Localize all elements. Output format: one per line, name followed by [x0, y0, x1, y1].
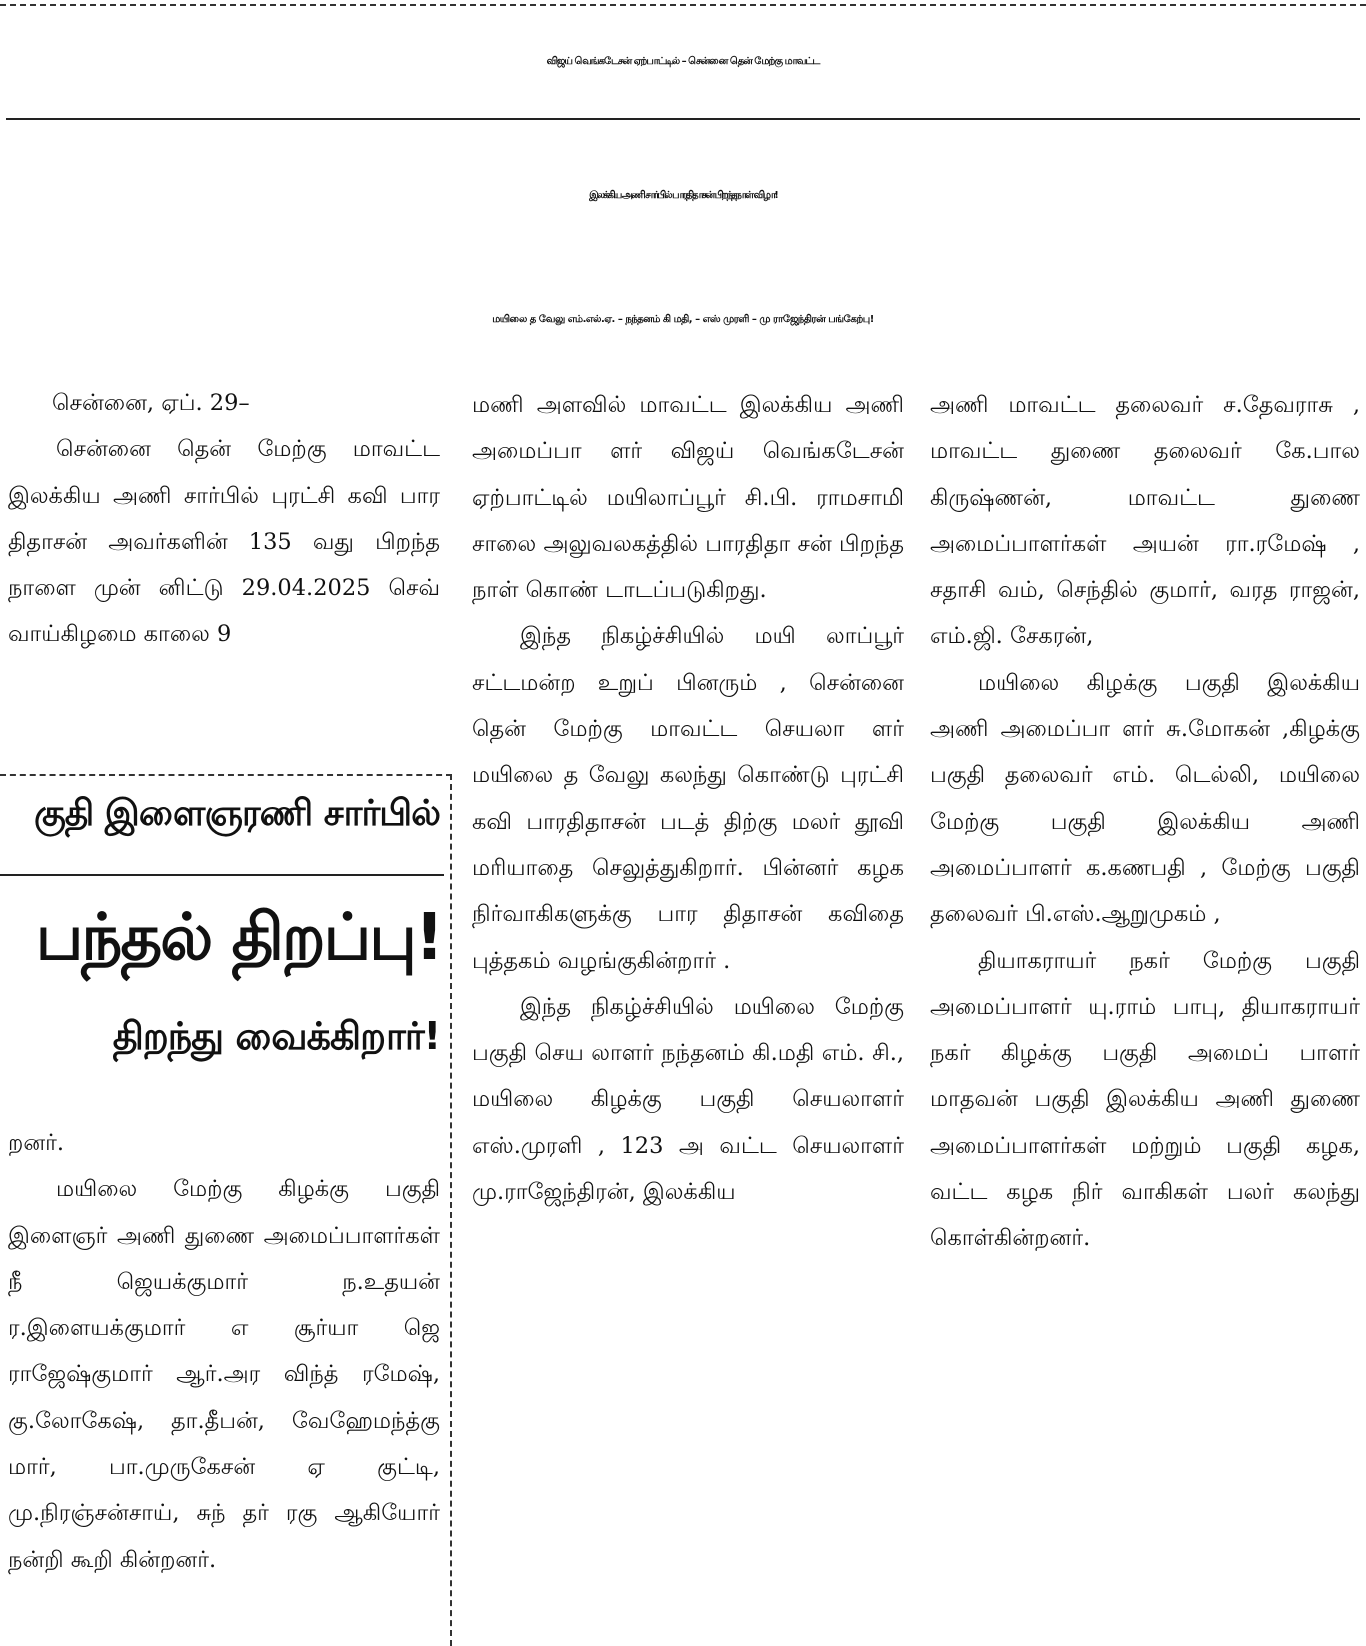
article-paragraph: இந்த நிகழ்ச்சியில் மயி லாப்பூர் சட்டமன்ற உறுப் பினரும் , சென்னை தென் மேற்கு மாவட்ட செயலா ளர் மயிலை த வேலு கலந்து கொண்டு புரட்சி கவி பாரதிதாசன் படத் திற்கு மலர் தூவி மரியாதை செலுத்துகிறார். பின்னர் கழக நிர்வாகிகளுக்கு பார திதாசன் கவிதை புத்தகம் வழங்குகின்றார் . [472, 623, 904, 974]
adjacent-article-headline: பந்தல் திறப்பு! [35, 901, 442, 975]
article-column-1 [8, 380, 440, 760]
article-paragraph: இந்த நிகழ்ச்சியில் மயிலை மேற்கு பகுதி செய லாளர் நந்தனம் கி.மதி எம். சி., மயிலை கிழக்கு பகுதி செயலாளர் எஸ்.முரளி , 123 அ வட்ட செயலாளர் மு.ராஜேந்திரன், இலக்கிய [472, 993, 904, 1206]
adjacent-article-column [8, 1120, 440, 1640]
article-kicker: விஜய் வெங்கடேசன் ஏற்பாட்டில் – சென்னை தென் மேற்கு மாவட்ட [546, 56, 820, 67]
article-headline: இலக்கிய அணி சார்பில் பாரதிதாசன் பிறந்தநாள் விழா! [589, 190, 777, 201]
adjacent-article-rule [0, 874, 444, 876]
article-paragraph: அணி மாவட்ட தலைவர் ச.தேவராசு , மாவட்ட துணை தலைவர் கே.பால கிருஷ்ணன், மாவட்ட துணை அமைப்பாளர்கள் அயன் ரா.ரமேஷ் , சதாசி வம், செந்தில் குமார், வரத ராஜன், எம்.ஜி. சேகரன், [930, 392, 1360, 650]
article-column-3 [930, 382, 1360, 1642]
article-paragraph: மணி அளவில் மாவட்ட இலக்கிய அணி அமைப்பா ளர் விஜய் வெங்கடேசன் ஏற்பாட்டில் மயிலாப்பூர் சி.பி. ராமசாமி சாலை அலுவலகத்தில் பாரதிதா சன் பிறந்த நாள் கொண் டாடப்படுகிறது. [472, 392, 904, 604]
adjacent-article-top-border [0, 774, 452, 776]
adjacent-article-header [0, 778, 444, 1118]
article-paragraph: மயிலை கிழக்கு பகுதி இலக்கிய அணி அமைப்பா ளர் சு.மோகன் ,கிழக்கு பகுதி தலைவர் எம். டெல்லி, மயிலை மேற்கு பகுதி இலக்கிய அணி அமைப்பாளர் க.கணபதி , மேற்கு பகுதி தலைவர் பி.எஸ்.ஆறுமுகம் , [930, 669, 1360, 928]
article-subhead: மயிலை த வேலு எம்.எல்.ஏ. – நந்தனம் கி மதி, – எஸ் முரளி – மு ராஜேந்திரன் பங்கேற்பு! [492, 314, 874, 325]
adjacent-article-subhead: திறந்து வைக்கிறார்! [112, 1014, 440, 1058]
adjacent-article-paragraph: மயிலை மேற்கு கிழக்கு பகுதி இளைஞர் அணி துணை அமைப்பாளர்கள் நீ ஜெயக்குமார் ந.உதயன் ர.இளையக்குமார் எ சூர்யா ஜெ ராஜேஷ்குமார் ஆர்.அர விந்த் ரமேஷ், கு.லோகேஷ், தா.தீபன், வேஹேமந்த்கு மார், பா.முருகேசன் ஏ குட்டி, மு.நிரஞ்சன்சாய், சுந் தர் ரகு ஆகியோர் நன்றி கூறி கின்றனர். [8, 1176, 440, 1573]
adjacent-article-kicker: குதி இளைஞரணி சார்பில் [34, 793, 440, 834]
article-column-2 [472, 382, 904, 1642]
article-paragraph: தியாகராயர் நகர் மேற்கு பகுதி அமைப்பாளர் யு.ராம் பாபு, தியாகராயர் நகர் கிழக்கு பகுதி அமைப் பாளர் மாதவன் பகுதி இலக்கிய அணி துணை அமைப்பாளர்கள் மற்றும் பகுதி கழக, வட்ட கழக நிர் வாகிகள் பலர் கலந்து கொள்கின்றனர். [930, 947, 1360, 1252]
article-dateline: சென்னை, ஏப். 29– [52, 390, 250, 416]
adjacent-article-right-border [450, 774, 452, 1646]
top-dashed-border [0, 4, 1366, 6]
article-paragraph: சென்னை தென் மேற்கு மாவட்ட இலக்கிய அணி சார்பில் புரட்சி கவி பார திதாசன் அவர்களின் 135 வது பிறந்த நாளை முன் னிட்டு 29.04.2025 செவ் வாய்கிழமை காலை 9 [8, 436, 440, 648]
kicker-rule [6, 118, 1360, 120]
adjacent-article-text-start: றனர். [8, 1130, 65, 1156]
